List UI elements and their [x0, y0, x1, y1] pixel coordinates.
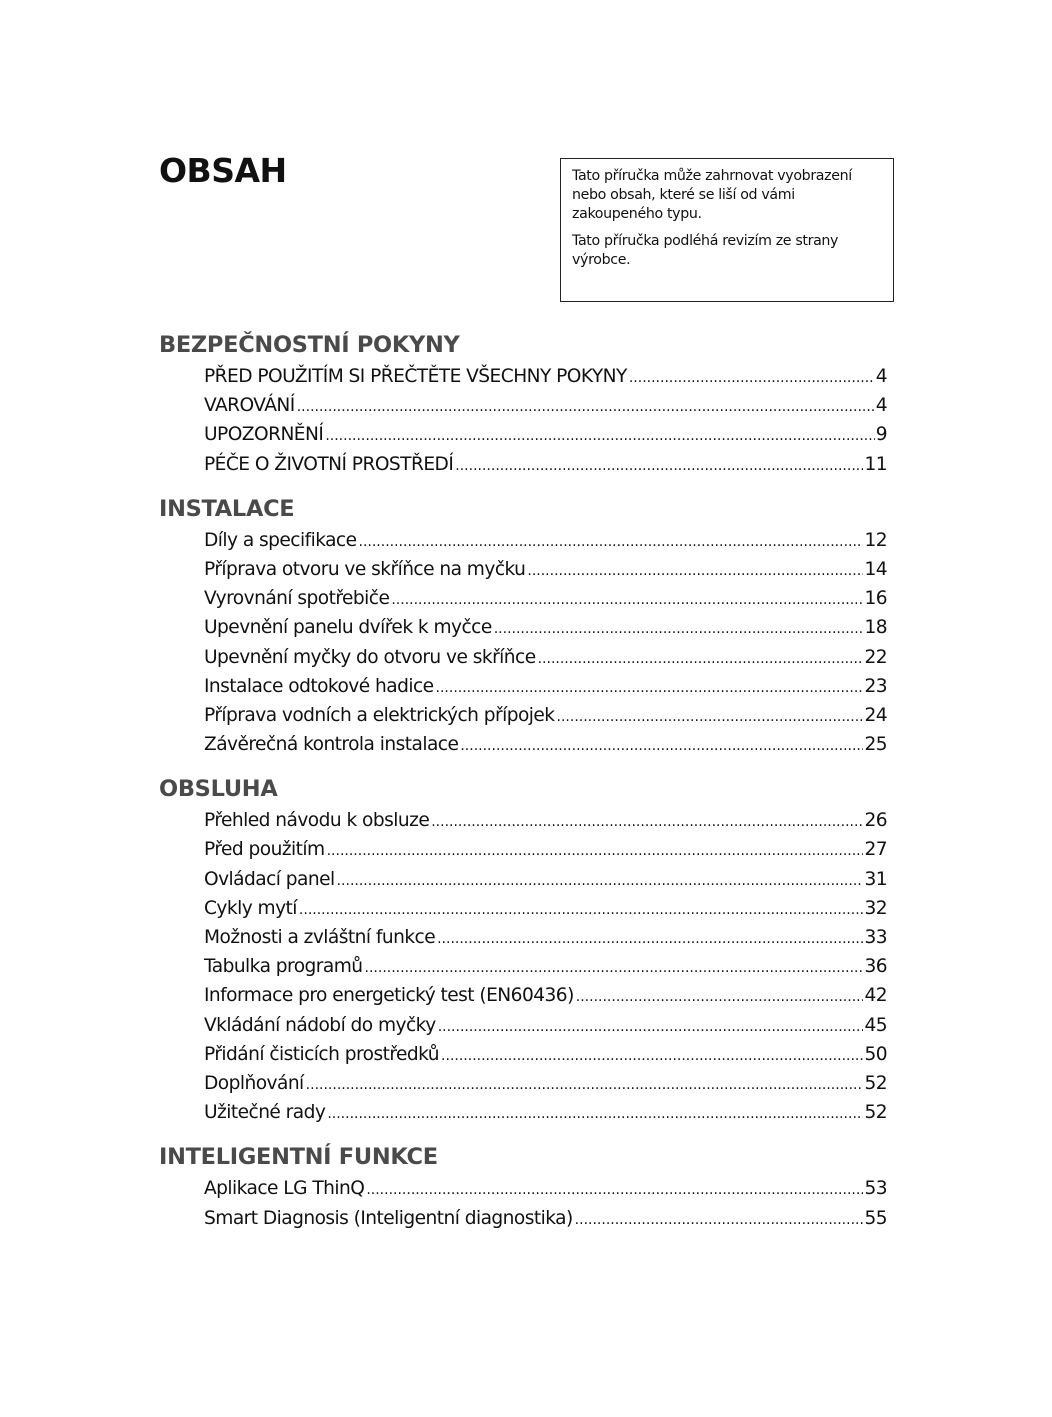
toc-entry-label: Aplikace LG ThinQ	[204, 1178, 365, 1200]
toc-entry[interactable]	[204, 835, 887, 864]
toc-entry-label: Vyrovnání spotřebiče	[204, 588, 390, 610]
toc-entry-page-number: 55	[864, 1207, 887, 1229]
toc-entry[interactable]	[204, 730, 887, 759]
toc-entry-page-number: 53	[864, 1178, 887, 1200]
dot-leader	[391, 584, 863, 613]
notice-box	[560, 158, 894, 302]
toc-entry-label: Ovládací panel	[204, 868, 335, 890]
toc-entry-page-number: 4	[875, 366, 887, 387]
section-spacer	[159, 1127, 887, 1140]
toc-entry[interactable]	[204, 865, 887, 894]
toc-entry[interactable]	[204, 391, 887, 420]
notice-paragraph: Tato příručka může zahrnovat vyobrazení nebo obsah, které se liší od vámi zakoupeného typu.	[572, 168, 852, 222]
toc-entry[interactable]	[204, 1204, 887, 1233]
dot-leader	[441, 1040, 863, 1069]
section-title: OBSLUHA	[159, 776, 278, 803]
toc-entry[interactable]	[204, 613, 887, 642]
toc-entry[interactable]	[204, 806, 887, 835]
notice-paragraph: Tato příručka podléhá revizím ze strany výrobce.	[572, 233, 839, 268]
toc-entry-label: Instalace odtokové hadice	[204, 675, 434, 697]
toc-entry-page-number: 12	[864, 529, 887, 551]
toc-entry-label: Upevnění panelu dvířek k myčce	[204, 617, 492, 639]
section-title: INSTALACE	[159, 495, 295, 522]
toc-entry-label: Smart Diagnosis (Inteligentní diagnostika)	[204, 1207, 573, 1229]
toc-entry-label: PÉČE O ŽIVOTNÍ PROSTŘEDÍ	[204, 453, 454, 475]
dot-leader	[494, 613, 864, 642]
toc-entry-page-number: 18	[864, 617, 887, 639]
toc-entry[interactable]	[204, 555, 887, 584]
toc-entry-label: Vkládání nádobí do myčky	[204, 1014, 436, 1036]
dot-leader	[576, 981, 864, 1010]
toc-entry-page-number: 32	[864, 897, 887, 919]
page-title: OBSAH	[159, 151, 287, 190]
table-of-contents	[159, 328, 887, 1233]
toc-entry-page-number: 24	[864, 704, 887, 726]
dot-leader	[327, 1098, 863, 1127]
toc-entry[interactable]	[204, 1174, 887, 1203]
toc-entry-list	[159, 1174, 887, 1232]
dot-leader	[629, 362, 875, 391]
toc-entry[interactable]	[204, 420, 887, 449]
dot-leader	[527, 555, 863, 584]
dot-leader	[299, 894, 864, 923]
toc-entry-page-number: 25	[864, 734, 887, 756]
toc-entry-page-number: 31	[864, 868, 887, 890]
toc-entry[interactable]	[204, 643, 887, 672]
toc-entry-page-number: 4	[875, 395, 887, 417]
dot-leader	[538, 643, 864, 672]
dot-leader	[436, 672, 864, 701]
dot-leader	[557, 701, 864, 730]
toc-section	[159, 328, 887, 479]
toc-entry[interactable]	[204, 362, 887, 391]
toc-entry[interactable]	[204, 526, 887, 555]
dot-leader	[365, 952, 864, 981]
toc-section	[159, 1140, 887, 1232]
toc-entry[interactable]	[204, 450, 887, 479]
toc-entry[interactable]	[204, 701, 887, 730]
toc-entry[interactable]	[204, 1040, 887, 1069]
toc-entry-list	[159, 526, 887, 760]
toc-entry-page-number: 36	[864, 956, 887, 978]
toc-entry-list	[159, 362, 887, 479]
toc-entry-list	[159, 806, 887, 1127]
toc-entry-label: Příprava otvoru ve skříňce na myčku	[204, 558, 526, 580]
toc-entry-label: Díly a specifikace	[204, 529, 357, 551]
dot-leader	[327, 835, 864, 864]
toc-entry[interactable]	[204, 1011, 887, 1040]
dot-leader	[460, 730, 863, 759]
toc-entry-page-number: 16	[864, 588, 887, 610]
toc-entry-label: Informace pro energetický test (EN60436)	[204, 985, 574, 1007]
toc-entry[interactable]	[204, 672, 887, 701]
dot-leader	[575, 1204, 864, 1233]
toc-entry-label: Cykly mytí	[204, 897, 297, 919]
toc-entry-page-number: 52	[864, 1102, 887, 1124]
section-spacer	[159, 479, 887, 492]
dot-leader	[438, 1011, 864, 1040]
toc-entry-page-number: 11	[864, 453, 887, 475]
dot-leader	[297, 391, 875, 420]
toc-entry-label: Tabulka programů	[204, 956, 363, 978]
toc-entry-label: Upevnění myčky do otvoru ve skříňce	[204, 646, 536, 668]
dot-leader	[431, 806, 863, 835]
toc-entry-page-number: 52	[864, 1072, 887, 1094]
toc-entry-page-number: 9	[875, 424, 887, 446]
toc-entry[interactable]	[204, 923, 887, 952]
toc-entry-label: Užitečné rady	[204, 1102, 326, 1124]
toc-entry[interactable]	[204, 584, 887, 613]
toc-entry-label: Přidání čisticích prostředků	[204, 1043, 440, 1065]
section-title: BEZPEČNOSTNÍ POKYNY	[159, 332, 460, 358]
toc-entry-page-number: 14	[864, 558, 887, 580]
toc-entry-label: Před použitím	[204, 839, 325, 861]
toc-entry-page-number: 22	[864, 646, 887, 668]
section-title: INTELIGENTNÍ FUNKCE	[159, 1144, 438, 1171]
dot-leader	[359, 526, 864, 555]
toc-entry[interactable]	[204, 1069, 887, 1098]
toc-entry-page-number: 50	[864, 1043, 887, 1065]
toc-entry-page-number: 42	[864, 985, 887, 1007]
toc-entry[interactable]	[204, 1098, 887, 1127]
toc-entry-page-number: 26	[864, 810, 887, 832]
toc-entry[interactable]	[204, 894, 887, 923]
toc-entry-label: Příprava vodních a elektrických přípojek	[204, 704, 555, 726]
toc-entry[interactable]	[204, 981, 887, 1010]
toc-entry-label: VAROVÁNÍ	[204, 395, 295, 417]
dot-leader	[325, 420, 874, 449]
toc-entry-label: Přehled návodu k obsluze	[204, 810, 430, 832]
toc-entry-label: UPOZORNĚNÍ	[204, 424, 324, 446]
toc-section	[159, 492, 887, 760]
dot-leader	[455, 450, 863, 479]
toc-entry-page-number: 27	[864, 839, 887, 861]
toc-section	[159, 772, 887, 1127]
dot-leader	[366, 1174, 863, 1203]
toc-entry[interactable]	[204, 952, 887, 981]
toc-entry-label: Závěrečná kontrola instalace	[204, 734, 459, 756]
dot-leader	[437, 923, 863, 952]
section-spacer	[159, 759, 887, 772]
toc-entry-label: PŘED POUŽITÍM SI PŘEČTĚTE VŠECHNY POKYNY	[204, 366, 627, 387]
dot-leader	[337, 865, 864, 894]
toc-entry-label: Doplňování	[204, 1072, 304, 1094]
toc-entry-page-number: 45	[864, 1014, 887, 1036]
toc-entry-label: Možnosti a zvláštní funkce	[204, 927, 436, 948]
dot-leader	[306, 1069, 864, 1098]
toc-entry-page-number: 33	[864, 927, 887, 948]
toc-entry-page-number: 23	[864, 675, 887, 697]
